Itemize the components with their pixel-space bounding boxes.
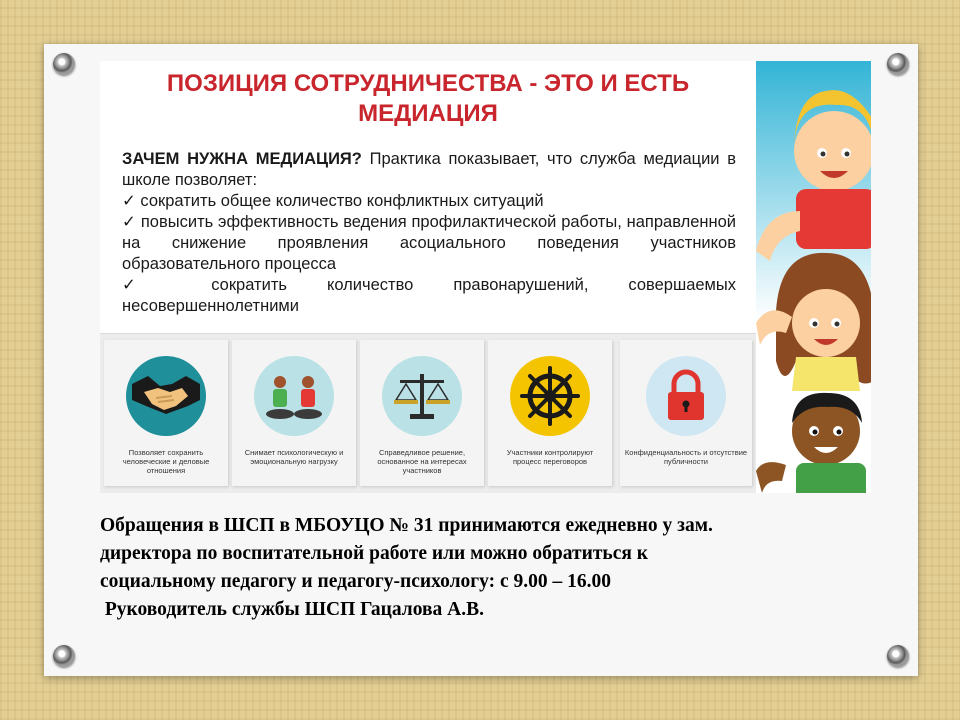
slide-card — [44, 44, 918, 676]
poster-text-area — [100, 61, 756, 331]
scales-icon — [382, 356, 462, 436]
check-icon: ✓ — [122, 213, 137, 231]
check-icon: ✓ — [122, 192, 136, 210]
kids-illustration — [756, 61, 871, 493]
check-icon: ✓ — [122, 276, 172, 294]
benefits-icons-band — [100, 333, 756, 493]
bullet-text: повысить эффективность ведения профилактической работы, направленной на снижение проявления асоциального поведения участников образовательного процесса — [122, 213, 736, 273]
benefit-caption: Снимает психологическую и эмоциональную нагрузку — [244, 448, 344, 466]
benefit-caption: Позволяет сохранить человеческие и деловые отношения — [122, 448, 210, 475]
poster-title-line2: МЕДИАЦИЯ — [358, 100, 498, 127]
contact-line: Обращения в ШСП в МБОУЦО № 31 принимаются ежедневно у зам. — [100, 515, 713, 536]
bullet-item — [122, 191, 736, 212]
bullet-text: сократить общее количество конфликтных ситуаций — [140, 192, 544, 210]
contact-line: Руководитель службы ШСП Гацалова А.В. — [100, 599, 484, 620]
meditation-icon — [254, 356, 334, 436]
poster-body — [122, 149, 736, 317]
padlock-icon — [646, 356, 726, 436]
pin-icon-bottom-right — [887, 645, 909, 667]
contact-line: директора по воспитательной работе или можно обратиться к — [100, 543, 649, 564]
why-heading: ЗАЧЕМ НУЖНА МЕДИАЦИЯ? — [122, 150, 362, 168]
poster-title — [100, 69, 756, 129]
bullet-text: сократить количество правонарушений, совершаемых несовершеннолетними — [122, 276, 737, 315]
pin-icon-bottom-left — [53, 645, 75, 667]
benefit-caption: Конфиденциальность и отсутствие публичности — [624, 448, 748, 466]
pin-icon-top-left — [53, 53, 75, 75]
benefit-tile — [360, 340, 484, 486]
intro-text: Практика показывает, что служба медиации в школе позволяет: — [122, 150, 737, 189]
bullet-item — [122, 275, 736, 317]
benefit-caption: Участники контролируют процесс переговоров — [506, 448, 594, 466]
contact-line: социальному педагогу и педагогу-психологу: с 9.00 – 16.00 — [100, 571, 612, 592]
poster-intro — [122, 149, 736, 191]
contact-info — [100, 512, 890, 624]
benefit-tile — [488, 340, 612, 486]
benefit-tile — [104, 340, 228, 486]
mediation-poster — [100, 61, 871, 493]
benefit-tile — [232, 340, 356, 486]
poster-title-line1: ПОЗИЦИЯ СОТРУДНИЧЕСТВА - ЭТО И ЕСТЬ — [166, 70, 690, 97]
handshake-icon — [126, 356, 206, 436]
ship-wheel-icon — [510, 356, 590, 436]
pin-icon-top-right — [887, 53, 909, 75]
benefit-caption: Справедливое решение, основанное на интересах участников — [377, 448, 467, 475]
bullet-item — [122, 212, 736, 275]
benefit-tile — [620, 340, 752, 486]
